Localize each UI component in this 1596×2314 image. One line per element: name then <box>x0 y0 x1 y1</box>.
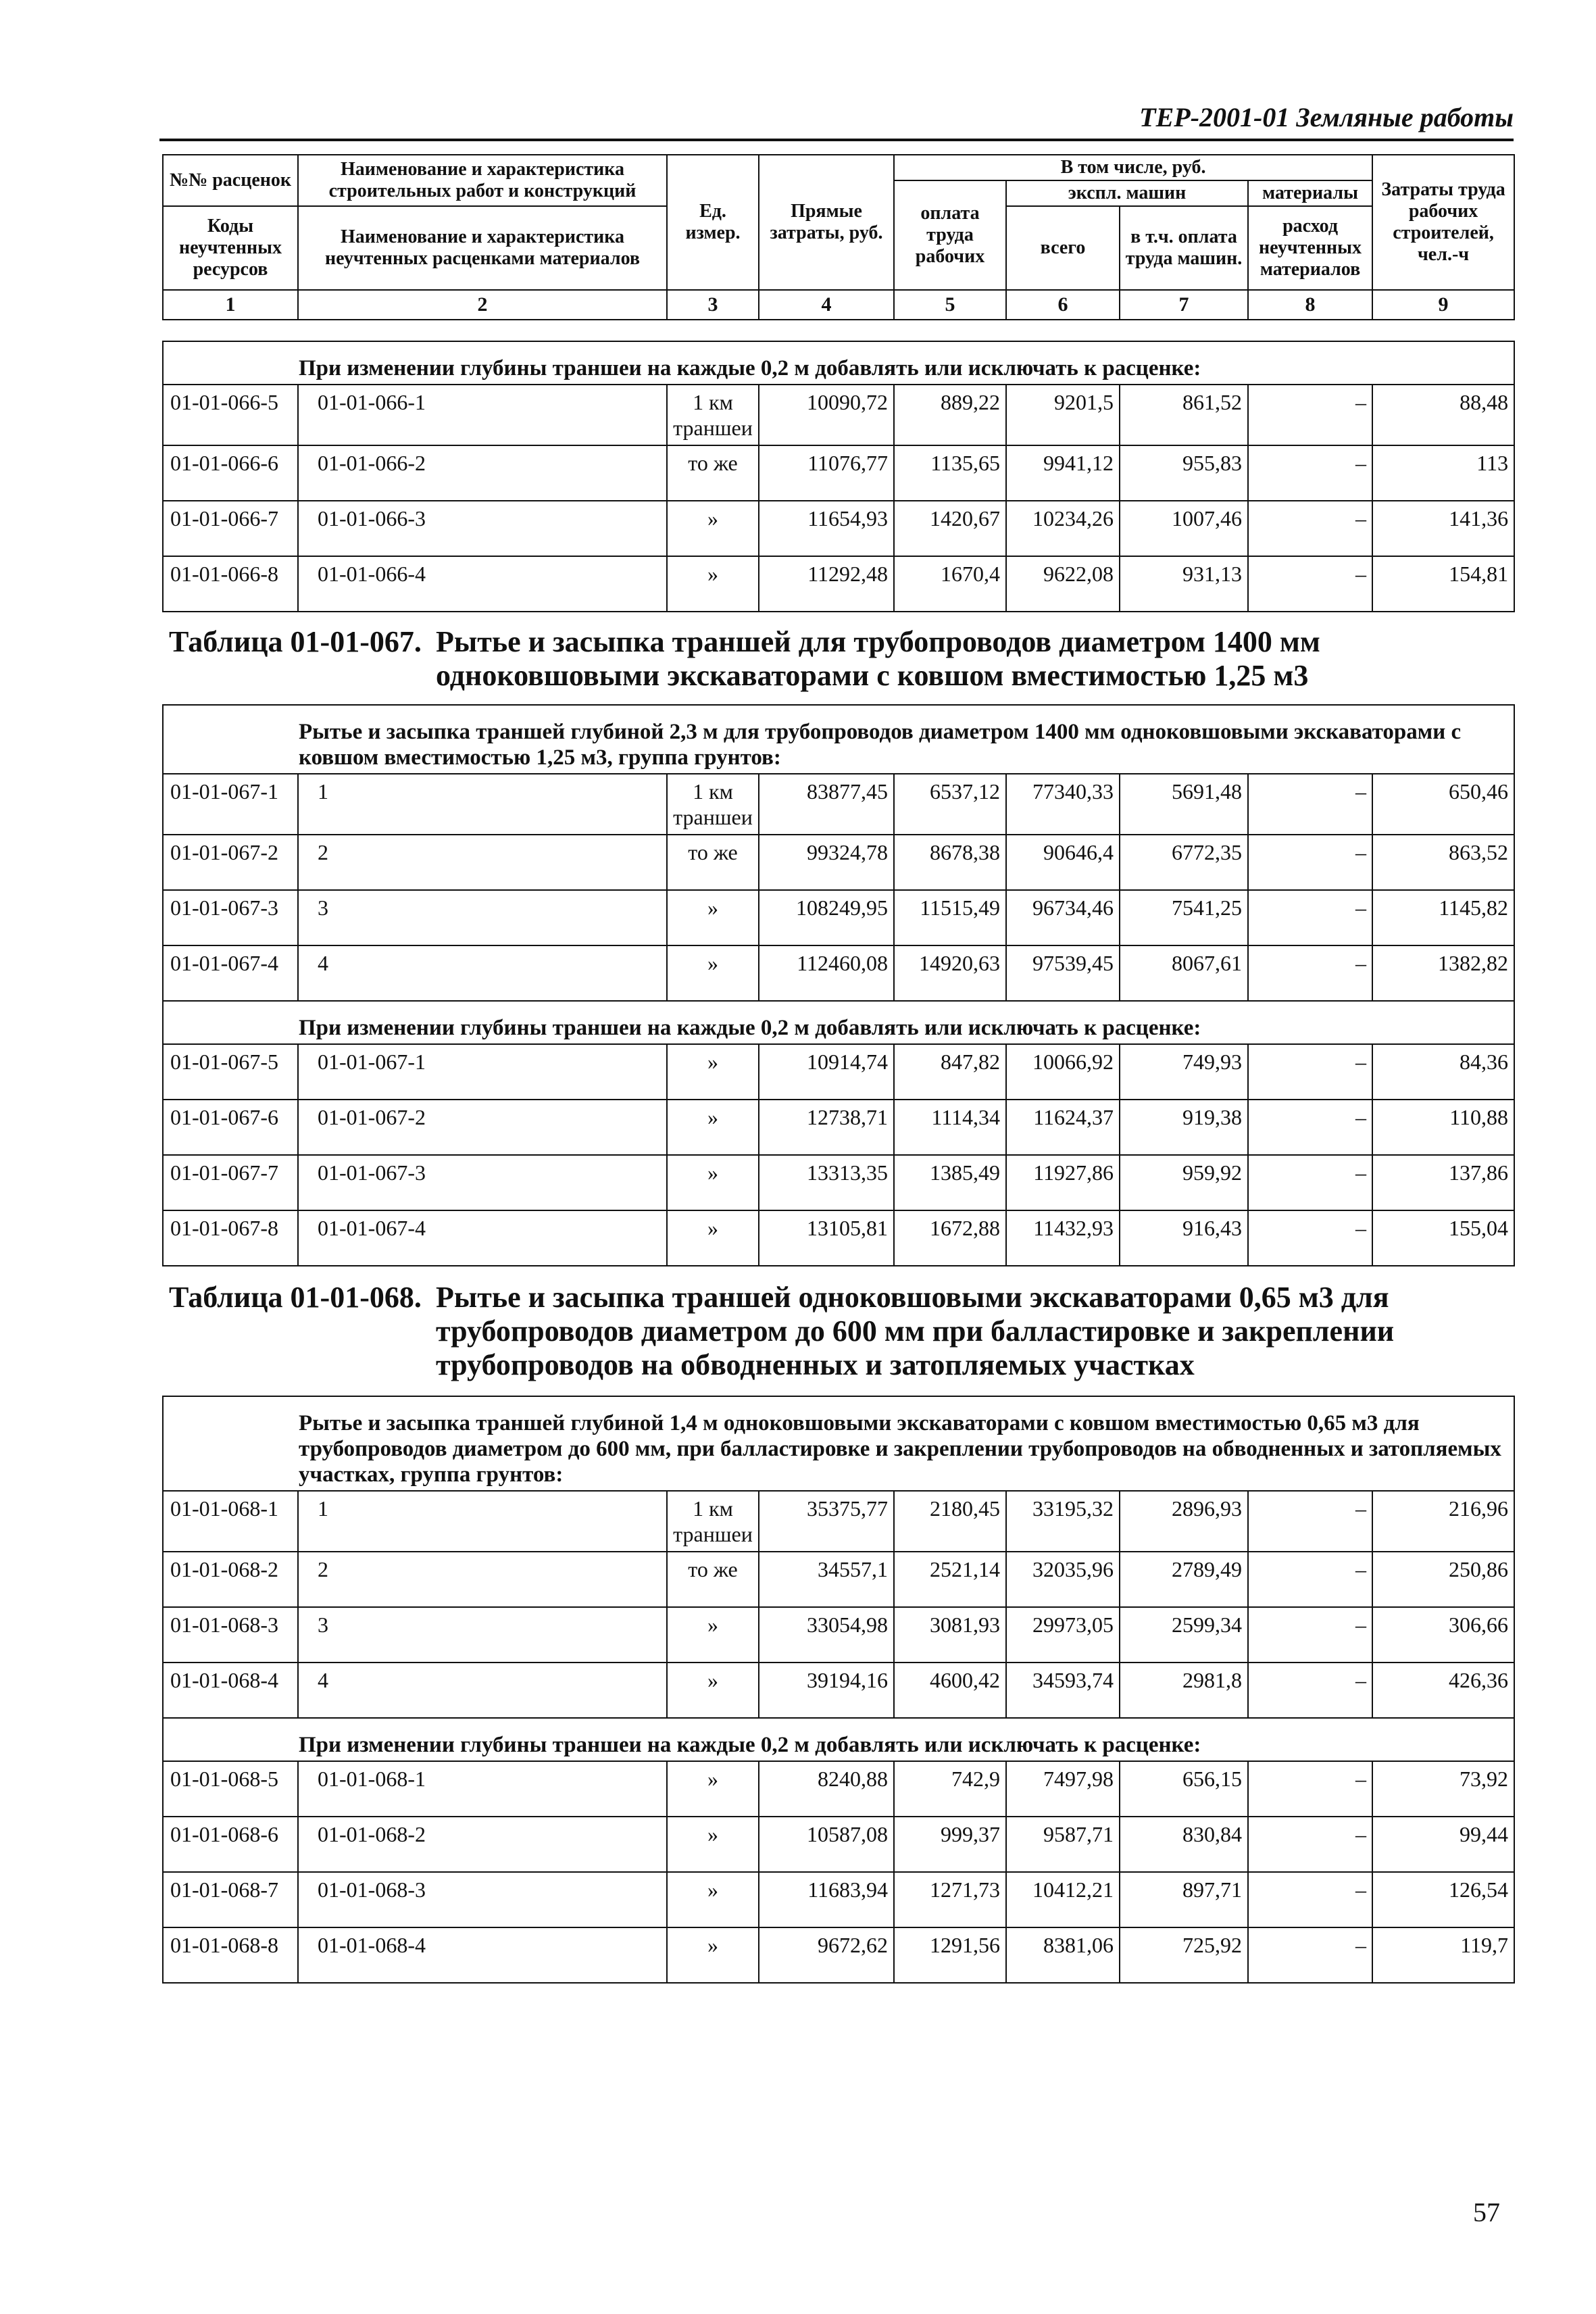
cell-labor-hours: 154,81 <box>1372 556 1514 612</box>
cell-labor-hours: 126,54 <box>1372 1872 1514 1927</box>
cell-material-use: – <box>1248 1607 1372 1663</box>
header-num-8: 8 <box>1248 290 1372 320</box>
cell-rate-code: 01-01-067-4 <box>163 945 298 1001</box>
cell-rate-name: 2 <box>298 835 667 890</box>
caption-068-main: Рытье и засыпка траншей глубиной 1,4 м одноковшовыми экскаваторами с ковшом вместимостью 0,65 м3 для трубопроводов диаметром до 600 мм, при балластировке и закреплении трубопроводов на обводненных и затопляемых участках, группа грунтов: <box>163 1396 1514 1491</box>
table-row <box>163 1044 1514 1100</box>
cell-rate-name: 01-01-068-2 <box>298 1817 667 1872</box>
header-num-4: 4 <box>759 290 894 320</box>
table-row <box>163 1927 1514 1983</box>
table-row <box>163 385 1514 445</box>
column-header-table <box>162 154 1515 320</box>
cell-machines-total: 32035,96 <box>1006 1552 1120 1607</box>
cell-rate-name: 1 <box>298 1491 667 1552</box>
cell-rate-name: 01-01-066-2 <box>298 445 667 501</box>
cell-machines-total: 11927,86 <box>1006 1155 1120 1210</box>
cell-labor-hours: 250,86 <box>1372 1552 1514 1607</box>
header-num-1: 1 <box>163 290 298 320</box>
cell-unit: » <box>667 1210 759 1266</box>
cell-direct-cost: 10090,72 <box>759 385 894 445</box>
table-067-heading: Рытье и засыпка траншей для трубопроводов диаметром 1400 мм одноковшовыми экскаваторами с ковшом вместимостью 1,25 м3 <box>436 625 1320 692</box>
cell-rate-code: 01-01-066-8 <box>163 556 298 612</box>
cell-direct-cost: 9672,62 <box>759 1927 894 1983</box>
cell-machine-pay: 955,83 <box>1120 445 1248 501</box>
cell-direct-cost: 13313,35 <box>759 1155 894 1210</box>
cell-worker-pay: 3081,93 <box>894 1607 1006 1663</box>
cell-machines-total: 90646,4 <box>1006 835 1120 890</box>
cell-machines-total: 9622,08 <box>1006 556 1120 612</box>
cell-rate-code: 01-01-067-6 <box>163 1100 298 1155</box>
table-row <box>163 445 1514 501</box>
table-068-main <box>162 1396 1515 1984</box>
cell-unit: » <box>667 890 759 945</box>
cell-machine-pay: 2599,34 <box>1120 1607 1248 1663</box>
cell-worker-pay: 2180,45 <box>894 1491 1006 1552</box>
cell-direct-cost: 11076,77 <box>759 445 894 501</box>
cell-labor-hours: 141,36 <box>1372 501 1514 556</box>
cell-direct-cost: 33054,98 <box>759 1607 894 1663</box>
running-head: ТЕР-2001-01 Земляные работы <box>1139 102 1514 132</box>
cell-machines-total: 97539,45 <box>1006 945 1120 1001</box>
cell-material-use: – <box>1248 835 1372 890</box>
cell-labor-hours: 73,92 <box>1372 1761 1514 1817</box>
cell-labor-hours: 84,36 <box>1372 1044 1514 1100</box>
header-unit: Ед. измер. <box>667 155 759 290</box>
header-worker-pay: оплата труда рабочих <box>894 180 1006 290</box>
cell-rate-name: 01-01-067-4 <box>298 1210 667 1266</box>
cell-material-use: – <box>1248 445 1372 501</box>
cell-machine-pay: 2896,93 <box>1120 1491 1248 1552</box>
cell-unit: 1 км траншеи <box>667 385 759 445</box>
table-row <box>163 1155 1514 1210</box>
cell-material-use: – <box>1248 1663 1372 1718</box>
header-num-7: 7 <box>1120 290 1248 320</box>
cell-machines-total: 33195,32 <box>1006 1491 1120 1552</box>
cell-rate-name: 3 <box>298 1607 667 1663</box>
cell-unit: » <box>667 1607 759 1663</box>
header-labor-hours: Затраты труда рабочих строителей, чел.-ч <box>1372 155 1514 290</box>
cell-machine-pay: 897,71 <box>1120 1872 1248 1927</box>
header-name-bottom: Наименование и характеристика неучтенных расценками материалов <box>298 206 667 290</box>
cell-machine-pay: 749,93 <box>1120 1044 1248 1100</box>
header-num-2: 2 <box>298 290 667 320</box>
cell-rate-code: 01-01-067-5 <box>163 1044 298 1100</box>
cell-machine-pay: 861,52 <box>1120 385 1248 445</box>
cell-machine-pay: 725,92 <box>1120 1927 1248 1983</box>
cell-unit: » <box>667 945 759 1001</box>
table-row <box>163 774 1514 835</box>
cell-unit: » <box>667 1663 759 1718</box>
header-codes-bottom: Коды неучтенных ресурсов <box>163 206 298 290</box>
cell-machines-total: 10234,26 <box>1006 501 1120 556</box>
cell-unit: то же <box>667 835 759 890</box>
header-num-9: 9 <box>1372 290 1514 320</box>
cell-rate-name: 01-01-067-3 <box>298 1155 667 1210</box>
table-066-depth <box>162 341 1515 612</box>
cell-rate-name: 01-01-067-2 <box>298 1100 667 1155</box>
cell-worker-pay: 847,82 <box>894 1044 1006 1100</box>
cell-worker-pay: 1271,73 <box>894 1872 1006 1927</box>
caption-067-depth: При изменении глубины траншеи на каждые 0,2 м добавлять или исключать к расценке: <box>163 1001 1514 1044</box>
cell-worker-pay: 742,9 <box>894 1761 1006 1817</box>
cell-rate-name: 3 <box>298 890 667 945</box>
cell-machine-pay: 5691,48 <box>1120 774 1248 835</box>
table-row <box>163 1552 1514 1607</box>
table-row <box>163 835 1514 890</box>
cell-machines-total: 10412,21 <box>1006 1872 1120 1927</box>
cell-direct-cost: 10914,74 <box>759 1044 894 1100</box>
cell-labor-hours: 155,04 <box>1372 1210 1514 1266</box>
cell-unit: » <box>667 501 759 556</box>
cell-direct-cost: 11654,93 <box>759 501 894 556</box>
cell-direct-cost: 11683,94 <box>759 1872 894 1927</box>
table-row <box>163 1817 1514 1872</box>
cell-machines-total: 10066,92 <box>1006 1044 1120 1100</box>
cell-rate-code: 01-01-068-5 <box>163 1761 298 1817</box>
cell-rate-name: 01-01-066-4 <box>298 556 667 612</box>
header-machines-total: всего <box>1006 206 1120 290</box>
cell-rate-name: 01-01-068-1 <box>298 1761 667 1817</box>
cell-material-use: – <box>1248 774 1372 835</box>
table-row <box>163 1607 1514 1663</box>
header-num-5: 5 <box>894 290 1006 320</box>
cell-direct-cost: 35375,77 <box>759 1491 894 1552</box>
cell-material-use: – <box>1248 1817 1372 1872</box>
cell-rate-code: 01-01-068-1 <box>163 1491 298 1552</box>
cell-labor-hours: 110,88 <box>1372 1100 1514 1155</box>
cell-machine-pay: 8067,61 <box>1120 945 1248 1001</box>
table-row <box>163 1872 1514 1927</box>
cell-worker-pay: 1385,49 <box>894 1155 1006 1210</box>
cell-direct-cost: 39194,16 <box>759 1663 894 1718</box>
caption-067-main: Рытье и засыпка траншей глубиной 2,3 м для трубопроводов диаметром 1400 мм одноковшовыми экскаваторами с ковшом вместимостью 1,25 м3, группа грунтов: <box>163 705 1514 774</box>
cell-machine-pay: 916,43 <box>1120 1210 1248 1266</box>
cell-rate-code: 01-01-068-4 <box>163 1663 298 1718</box>
cell-labor-hours: 88,48 <box>1372 385 1514 445</box>
cell-worker-pay: 11515,49 <box>894 890 1006 945</box>
cell-rate-code: 01-01-067-1 <box>163 774 298 835</box>
cell-labor-hours: 113 <box>1372 445 1514 501</box>
cell-rate-code: 01-01-068-2 <box>163 1552 298 1607</box>
caption-066-depth: При изменении глубины траншеи на каждые 0,2 м добавлять или исключать к расценке: <box>163 341 1514 385</box>
cell-direct-cost: 83877,45 <box>759 774 894 835</box>
cell-rate-code: 01-01-066-7 <box>163 501 298 556</box>
header-num-6: 6 <box>1006 290 1120 320</box>
cell-material-use: – <box>1248 1155 1372 1210</box>
cell-direct-cost: 108249,95 <box>759 890 894 945</box>
cell-worker-pay: 889,22 <box>894 385 1006 445</box>
cell-worker-pay: 1670,4 <box>894 556 1006 612</box>
cell-rate-name: 4 <box>298 1663 667 1718</box>
cell-unit: » <box>667 1927 759 1983</box>
cell-rate-name: 01-01-068-4 <box>298 1927 667 1983</box>
cell-worker-pay: 1291,56 <box>894 1927 1006 1983</box>
cell-labor-hours: 650,46 <box>1372 774 1514 835</box>
cell-rate-code: 01-01-067-3 <box>163 890 298 945</box>
header-including: В том числе, руб. <box>894 155 1372 180</box>
cell-worker-pay: 1114,34 <box>894 1100 1006 1155</box>
caption-068-depth: При изменении глубины траншеи на каждые 0,2 м добавлять или исключать к расценке: <box>163 1718 1514 1761</box>
cell-material-use: – <box>1248 1872 1372 1927</box>
table-row <box>163 1210 1514 1266</box>
cell-unit: 1 км траншеи <box>667 774 759 835</box>
header-direct-cost: Прямые затраты, руб. <box>759 155 894 290</box>
header-rule <box>159 139 1514 141</box>
cell-worker-pay: 6537,12 <box>894 774 1006 835</box>
table-068-heading: Рытье и засыпка траншей одноковшовыми экскаваторами 0,65 м3 для трубопроводов диаметром до 600 мм при балластировке и закреплении трубопроводов на обводненных и затопляемых участках <box>436 1281 1395 1381</box>
cell-machines-total: 29973,05 <box>1006 1607 1120 1663</box>
header-material-use: расход неучтенных материалов <box>1248 206 1372 290</box>
cell-labor-hours: 863,52 <box>1372 835 1514 890</box>
cell-machines-total: 8381,06 <box>1006 1927 1120 1983</box>
cell-machines-total: 96734,46 <box>1006 890 1120 945</box>
cell-machine-pay: 656,15 <box>1120 1761 1248 1817</box>
cell-rate-code: 01-01-067-7 <box>163 1155 298 1210</box>
table-row <box>163 1100 1514 1155</box>
cell-machines-total: 9201,5 <box>1006 385 1120 445</box>
header-num-3: 3 <box>667 290 759 320</box>
table-row <box>163 556 1514 612</box>
cell-machines-total: 7497,98 <box>1006 1761 1120 1817</box>
cell-material-use: – <box>1248 1761 1372 1817</box>
header-machines: экспл. машин <box>1006 180 1248 206</box>
cell-rate-name: 01-01-068-3 <box>298 1872 667 1927</box>
cell-labor-hours: 306,66 <box>1372 1607 1514 1663</box>
cell-machines-total: 9587,71 <box>1006 1817 1120 1872</box>
table-row <box>163 1491 1514 1552</box>
cell-material-use: – <box>1248 556 1372 612</box>
header-codes-top: №№ расценок <box>163 155 298 206</box>
cell-rate-name: 01-01-066-3 <box>298 501 667 556</box>
cell-machine-pay: 931,13 <box>1120 556 1248 612</box>
header-materials: материалы <box>1248 180 1372 206</box>
cell-material-use: – <box>1248 501 1372 556</box>
table-row <box>163 1761 1514 1817</box>
cell-unit: » <box>667 1044 759 1100</box>
cell-unit: » <box>667 1817 759 1872</box>
cell-rate-code: 01-01-067-2 <box>163 835 298 890</box>
cell-rate-name: 01-01-066-1 <box>298 385 667 445</box>
cell-unit: то же <box>667 1552 759 1607</box>
cell-machine-pay: 7541,25 <box>1120 890 1248 945</box>
cell-machines-total: 34593,74 <box>1006 1663 1120 1718</box>
cell-unit: » <box>667 1100 759 1155</box>
cell-worker-pay: 2521,14 <box>894 1552 1006 1607</box>
cell-direct-cost: 34557,1 <box>759 1552 894 1607</box>
header-name-top: Наименование и характеристика строительных работ и конструкций <box>298 155 667 206</box>
cell-worker-pay: 1135,65 <box>894 445 1006 501</box>
cell-worker-pay: 8678,38 <box>894 835 1006 890</box>
cell-labor-hours: 137,86 <box>1372 1155 1514 1210</box>
cell-material-use: – <box>1248 1210 1372 1266</box>
cell-labor-hours: 119,7 <box>1372 1927 1514 1983</box>
cell-machine-pay: 830,84 <box>1120 1817 1248 1872</box>
cell-rate-code: 01-01-066-6 <box>163 445 298 501</box>
cell-unit: » <box>667 1872 759 1927</box>
table-row <box>163 890 1514 945</box>
cell-rate-code: 01-01-066-5 <box>163 385 298 445</box>
cell-direct-cost: 12738,71 <box>759 1100 894 1155</box>
table-row <box>163 1663 1514 1718</box>
cell-worker-pay: 1420,67 <box>894 501 1006 556</box>
cell-direct-cost: 99324,78 <box>759 835 894 890</box>
cell-rate-code: 01-01-068-8 <box>163 1927 298 1983</box>
cell-machines-total: 11432,93 <box>1006 1210 1120 1266</box>
cell-labor-hours: 99,44 <box>1372 1817 1514 1872</box>
header-machine-pay: в т.ч. оплата труда машин. <box>1120 206 1248 290</box>
table-row <box>163 501 1514 556</box>
cell-rate-name: 1 <box>298 774 667 835</box>
cell-worker-pay: 14920,63 <box>894 945 1006 1001</box>
cell-direct-cost: 10587,08 <box>759 1817 894 1872</box>
table-068-number: Таблица 01-01-068. <box>169 1281 422 1314</box>
cell-machine-pay: 1007,46 <box>1120 501 1248 556</box>
cell-material-use: – <box>1248 1927 1372 1983</box>
table-row <box>163 945 1514 1001</box>
cell-labor-hours: 1382,82 <box>1372 945 1514 1001</box>
cell-material-use: – <box>1248 1491 1372 1552</box>
cell-machine-pay: 2789,49 <box>1120 1552 1248 1607</box>
cell-labor-hours: 1145,82 <box>1372 890 1514 945</box>
table-067-main <box>162 704 1515 1266</box>
cell-material-use: – <box>1248 890 1372 945</box>
cell-direct-cost: 8240,88 <box>759 1761 894 1817</box>
cell-unit: » <box>667 1761 759 1817</box>
cell-material-use: – <box>1248 1044 1372 1100</box>
cell-rate-code: 01-01-067-8 <box>163 1210 298 1266</box>
cell-unit: то же <box>667 445 759 501</box>
cell-worker-pay: 4600,42 <box>894 1663 1006 1718</box>
cell-material-use: – <box>1248 1552 1372 1607</box>
cell-rate-name: 4 <box>298 945 667 1001</box>
cell-rate-name: 2 <box>298 1552 667 1607</box>
cell-machine-pay: 919,38 <box>1120 1100 1248 1155</box>
cell-machine-pay: 959,92 <box>1120 1155 1248 1210</box>
cell-machine-pay: 6772,35 <box>1120 835 1248 890</box>
cell-unit: 1 км траншеи <box>667 1491 759 1552</box>
cell-worker-pay: 999,37 <box>894 1817 1006 1872</box>
page-number: 57 <box>1473 2197 1500 2227</box>
cell-labor-hours: 216,96 <box>1372 1491 1514 1552</box>
cell-direct-cost: 11292,48 <box>759 556 894 612</box>
cell-rate-code: 01-01-068-7 <box>163 1872 298 1927</box>
cell-machines-total: 77340,33 <box>1006 774 1120 835</box>
cell-unit: » <box>667 1155 759 1210</box>
cell-labor-hours: 426,36 <box>1372 1663 1514 1718</box>
cell-material-use: – <box>1248 385 1372 445</box>
cell-machines-total: 11624,37 <box>1006 1100 1120 1155</box>
cell-direct-cost: 112460,08 <box>759 945 894 1001</box>
cell-rate-name: 01-01-067-1 <box>298 1044 667 1100</box>
cell-rate-code: 01-01-068-3 <box>163 1607 298 1663</box>
table-067-number: Таблица 01-01-067. <box>169 625 422 658</box>
cell-machine-pay: 2981,8 <box>1120 1663 1248 1718</box>
cell-machines-total: 9941,12 <box>1006 445 1120 501</box>
cell-material-use: – <box>1248 1100 1372 1155</box>
cell-unit: » <box>667 556 759 612</box>
cell-material-use: – <box>1248 945 1372 1001</box>
cell-rate-code: 01-01-068-6 <box>163 1817 298 1872</box>
cell-direct-cost: 13105,81 <box>759 1210 894 1266</box>
cell-worker-pay: 1672,88 <box>894 1210 1006 1266</box>
